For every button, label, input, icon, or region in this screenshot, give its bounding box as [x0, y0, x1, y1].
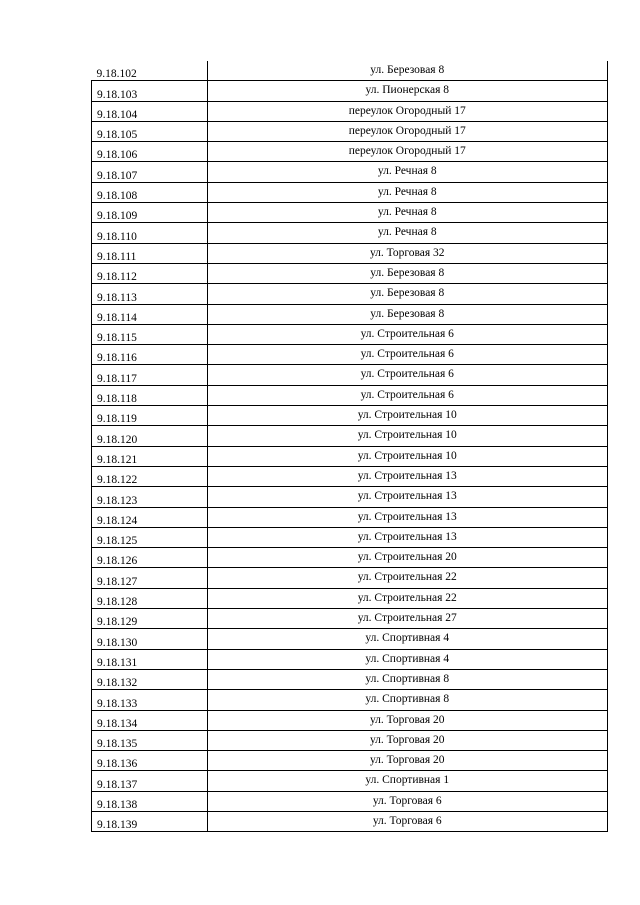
row-code-cell: 9.18.114: [92, 304, 208, 324]
table-row: [92, 61, 608, 81]
row-code-cell: 9.18.122: [92, 466, 208, 486]
row-address-cell: ул. Строительная 6: [207, 365, 608, 385]
table-row: [92, 365, 608, 385]
table-row: [92, 162, 608, 182]
row-address-cell: переулок Огородный 17: [207, 121, 608, 141]
row-code-cell: 9.18.110: [92, 223, 208, 243]
table-row: [92, 324, 608, 344]
table-row: [92, 751, 608, 771]
table-row: [92, 669, 608, 689]
row-code-cell: 9.18.106: [92, 142, 208, 162]
address-registry-table: [91, 61, 608, 832]
table-row: [92, 771, 608, 791]
row-address-cell: ул. Строительная 13: [207, 527, 608, 547]
row-code-cell: 9.18.130: [92, 629, 208, 649]
table-row: [92, 629, 608, 649]
row-address-cell: ул. Торговая 20: [207, 730, 608, 750]
table-row: [92, 406, 608, 426]
row-address-cell: ул. Строительная 10: [207, 426, 608, 446]
row-address-cell: ул. Торговая 6: [207, 811, 608, 831]
row-code-cell: 9.18.133: [92, 690, 208, 710]
table-row: [92, 811, 608, 831]
row-code-cell: 9.18.124: [92, 507, 208, 527]
row-address-cell: ул. Строительная 10: [207, 446, 608, 466]
row-address-cell: ул. Березовая 8: [207, 284, 608, 304]
row-code-cell: 9.18.119: [92, 406, 208, 426]
row-code-cell: 9.18.123: [92, 487, 208, 507]
table-row: [92, 142, 608, 162]
table-row: [92, 568, 608, 588]
row-address-cell: ул. Пионерская 8: [207, 81, 608, 101]
row-code-cell: 9.18.129: [92, 609, 208, 629]
table-row: [92, 730, 608, 750]
row-code-cell: 9.18.128: [92, 588, 208, 608]
table-row: [92, 223, 608, 243]
row-code-cell: 9.18.134: [92, 710, 208, 730]
row-code-cell: 9.18.104: [92, 101, 208, 121]
row-code-cell: 9.18.135: [92, 730, 208, 750]
row-address-cell: ул. Речная 8: [207, 223, 608, 243]
table-row: [92, 101, 608, 121]
row-address-cell: ул. Торговая 20: [207, 710, 608, 730]
row-code-cell: 9.18.131: [92, 649, 208, 669]
table-row: [92, 81, 608, 101]
row-address-cell: ул. Торговая 6: [207, 791, 608, 811]
row-address-cell: ул. Строительная 6: [207, 385, 608, 405]
table-row: [92, 690, 608, 710]
row-code-cell: 9.18.136: [92, 751, 208, 771]
row-code-cell: 9.18.111: [92, 243, 208, 263]
row-code-cell: 9.18.127: [92, 568, 208, 588]
table-row: [92, 284, 608, 304]
row-address-cell: ул. Березовая 8: [207, 61, 608, 81]
table-row: [92, 182, 608, 202]
row-address-cell: ул. Строительная 22: [207, 588, 608, 608]
row-address-cell: ул. Спортивная 8: [207, 669, 608, 689]
row-code-cell: 9.18.126: [92, 548, 208, 568]
row-code-cell: 9.18.107: [92, 162, 208, 182]
row-code-cell: 9.18.117: [92, 365, 208, 385]
row-address-cell: ул. Березовая 8: [207, 304, 608, 324]
row-code-cell: 9.18.102: [92, 61, 208, 81]
table-row: [92, 649, 608, 669]
row-address-cell: ул. Строительная 6: [207, 345, 608, 365]
table-row: [92, 609, 608, 629]
table-row: [92, 791, 608, 811]
table-row: [92, 466, 608, 486]
row-code-cell: 9.18.139: [92, 811, 208, 831]
row-address-cell: ул. Строительная 6: [207, 324, 608, 344]
row-code-cell: 9.18.132: [92, 669, 208, 689]
table-row: [92, 426, 608, 446]
row-address-cell: ул. Спортивная 8: [207, 690, 608, 710]
row-code-cell: 9.18.120: [92, 426, 208, 446]
table-row: [92, 121, 608, 141]
registry-table-body: [92, 61, 608, 832]
row-address-cell: ул. Строительная 10: [207, 406, 608, 426]
row-address-cell: ул. Торговая 20: [207, 751, 608, 771]
row-address-cell: ул. Строительная 13: [207, 466, 608, 486]
row-address-cell: ул. Спортивная 4: [207, 649, 608, 669]
row-address-cell: ул. Речная 8: [207, 162, 608, 182]
row-code-cell: 9.18.105: [92, 121, 208, 141]
row-address-cell: ул. Строительная 20: [207, 548, 608, 568]
table-row: [92, 710, 608, 730]
row-address-cell: ул. Спортивная 4: [207, 629, 608, 649]
row-address-cell: ул. Строительная 22: [207, 568, 608, 588]
row-address-cell: ул. Строительная 13: [207, 507, 608, 527]
row-code-cell: 9.18.121: [92, 446, 208, 466]
row-code-cell: 9.18.125: [92, 527, 208, 547]
table-row: [92, 446, 608, 466]
table-row: [92, 385, 608, 405]
row-code-cell: 9.18.138: [92, 791, 208, 811]
row-address-cell: ул. Строительная 13: [207, 487, 608, 507]
table-row: [92, 263, 608, 283]
table-row: [92, 243, 608, 263]
row-code-cell: 9.18.115: [92, 324, 208, 344]
table-row: [92, 487, 608, 507]
table-row: [92, 203, 608, 223]
row-address-cell: ул. Речная 8: [207, 182, 608, 202]
row-code-cell: 9.18.112: [92, 263, 208, 283]
row-code-cell: 9.18.118: [92, 385, 208, 405]
row-address-cell: ул. Березовая 8: [207, 263, 608, 283]
row-address-cell: переулок Огородный 17: [207, 101, 608, 121]
row-address-cell: ул. Торговая 32: [207, 243, 608, 263]
row-address-cell: ул. Речная 8: [207, 203, 608, 223]
row-code-cell: 9.18.103: [92, 81, 208, 101]
row-address-cell: ул. Спортивная 1: [207, 771, 608, 791]
table-row: [92, 588, 608, 608]
table-row: [92, 304, 608, 324]
table-row: [92, 345, 608, 365]
row-code-cell: 9.18.113: [92, 284, 208, 304]
row-code-cell: 9.18.109: [92, 203, 208, 223]
table-row: [92, 507, 608, 527]
row-code-cell: 9.18.116: [92, 345, 208, 365]
row-address-cell: переулок Огородный 17: [207, 142, 608, 162]
table-row: [92, 527, 608, 547]
row-code-cell: 9.18.137: [92, 771, 208, 791]
table-row: [92, 548, 608, 568]
row-address-cell: ул. Строительная 27: [207, 609, 608, 629]
row-code-cell: 9.18.108: [92, 182, 208, 202]
